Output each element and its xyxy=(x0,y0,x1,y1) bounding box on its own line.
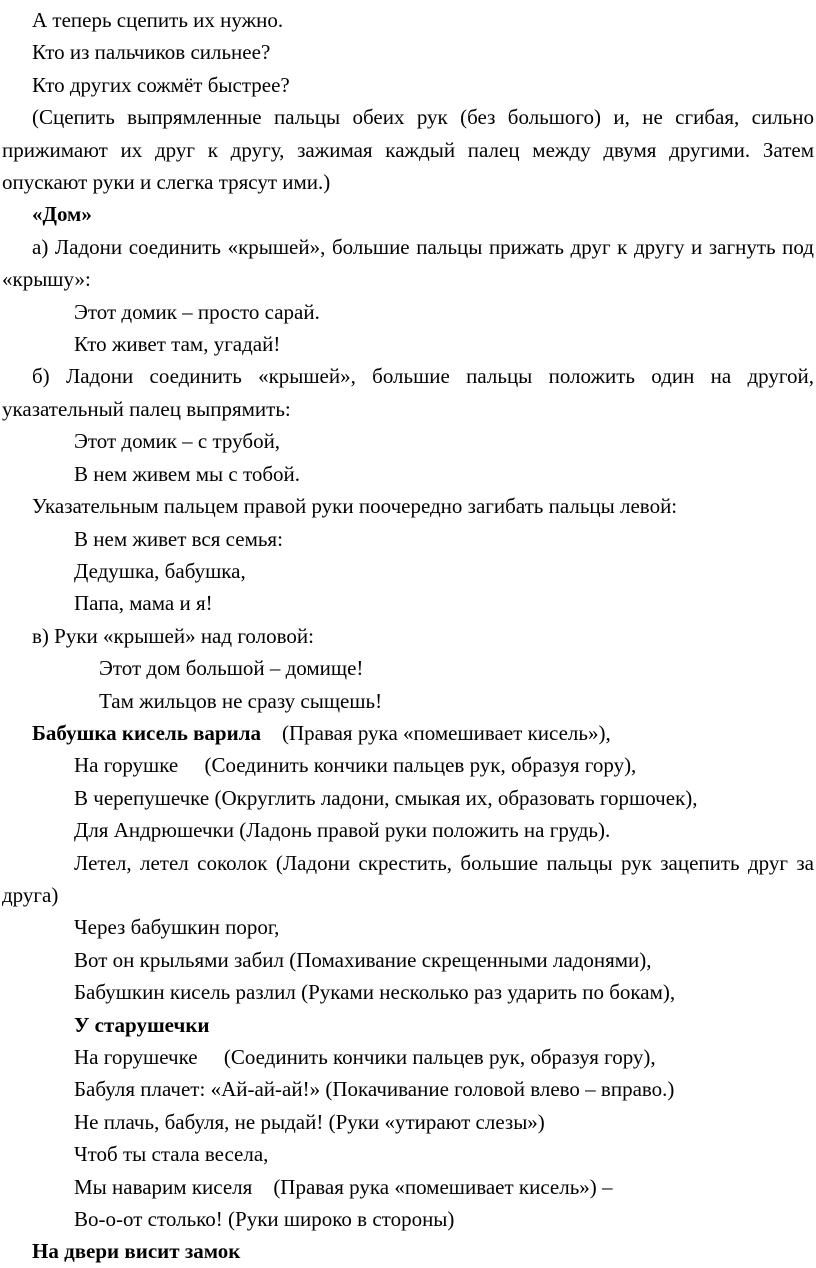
text-line: Указательным пальцем правой руки поочередно загибать пальцы левой: xyxy=(32,494,678,519)
instruction-text: (Правая рука «помешивает кисель») – xyxy=(273,1174,613,1199)
verse-line: Кто живет там, угадай! xyxy=(74,332,281,357)
section-heading-zamok: На двери висит замок xyxy=(32,1239,241,1264)
instruction-text: (Соединить кончики пальцев рук, образуя гору), xyxy=(204,753,637,778)
verse-text: На горушке xyxy=(74,753,179,778)
verse-line xyxy=(2,1171,814,1203)
verse-line: Чтоб ты стала весела, xyxy=(74,1142,269,1167)
section-heading-babushka: Бабушка кисель варила xyxy=(32,720,261,745)
verse-line: Через бабушкин порог, xyxy=(74,915,280,940)
verse-line: Не плачь, бабуля, не рыдай! (Руки «утирают слезы») xyxy=(74,1109,545,1134)
verse-line: Этот дом большой – домище! xyxy=(99,656,364,681)
verse-line: Во-о-от столько! (Руки широко в стороны) xyxy=(74,1207,455,1232)
paragraph: а) Ладони соединить «крышей», большие пальцы прижать друг к другу и загнуть под «крышу»: xyxy=(2,234,814,292)
verse-text: На горушечке xyxy=(74,1045,198,1069)
paragraph: Летел, летел соколок (Ладони скрестить, большие пальцы рук зацепить друг за друга) xyxy=(2,850,814,907)
text-line: А теперь сцепить их нужно. xyxy=(32,8,284,32)
verse-line: В нем живет вся семья: xyxy=(74,526,283,551)
verse-line: Этот домик – с трубой, xyxy=(74,429,281,454)
verse-line: Вот он крыльями забил (Помахивание скрещенными ладонями), xyxy=(74,947,652,972)
instruction-text: (Правая рука «помешивает кисель»), xyxy=(281,720,611,745)
verse-text: Мы наварим киселя xyxy=(74,1174,253,1199)
verse-line xyxy=(2,749,814,781)
text-line: Кто из пальчиков сильнее? xyxy=(32,40,271,65)
verse-line xyxy=(2,1041,814,1073)
verse-line: Там жильцов не сразу сыщешь! xyxy=(99,688,383,713)
paragraph: (Сцепить выпрямленные пальцы обеих рук (без большого) и, не сгибая, сильно прижимают их друг к другу, зажимая каждый палец между двумя другими. Затем опускают руки и слегка трясут ими.) xyxy=(2,105,814,195)
text-line: Кто других сожмёт быстрее? xyxy=(32,72,290,97)
verse-line: Для Андрюшечки (Ладонь правой руки положить на грудь). xyxy=(74,818,611,843)
verse-line: Папа, мама и я! xyxy=(74,591,213,616)
section-heading-dom: «Дом» xyxy=(32,202,92,227)
verse-line: В нем живем мы с тобой. xyxy=(74,461,301,486)
text-line xyxy=(2,717,814,749)
subheading-starushechki: У старушечки xyxy=(74,1012,210,1037)
text-line: в) Руки «крышей» над головой: xyxy=(32,623,314,648)
paragraph: б) Ладони соединить «крышей», большие пальцы положить один на другой, указательный палец выпрямить: xyxy=(2,364,814,421)
verse-line: Дедушка, бабушка, xyxy=(74,558,246,583)
verse-line: Этот домик – просто сарай. xyxy=(74,299,320,324)
instruction-text: (Соединить кончики пальцев рук, образуя гору), xyxy=(223,1045,656,1069)
verse-line: В черепушечке (Округлить ладони, смыкая их, образовать горшочек), xyxy=(74,785,698,810)
verse-line: Бабуля плачет: «Ай-ай-ай!» (Покачивание головой влево – вправо.) xyxy=(74,1077,675,1102)
verse-line: Бабушкин кисель разлил (Руками несколько раз ударить по бокам), xyxy=(74,980,676,1005)
